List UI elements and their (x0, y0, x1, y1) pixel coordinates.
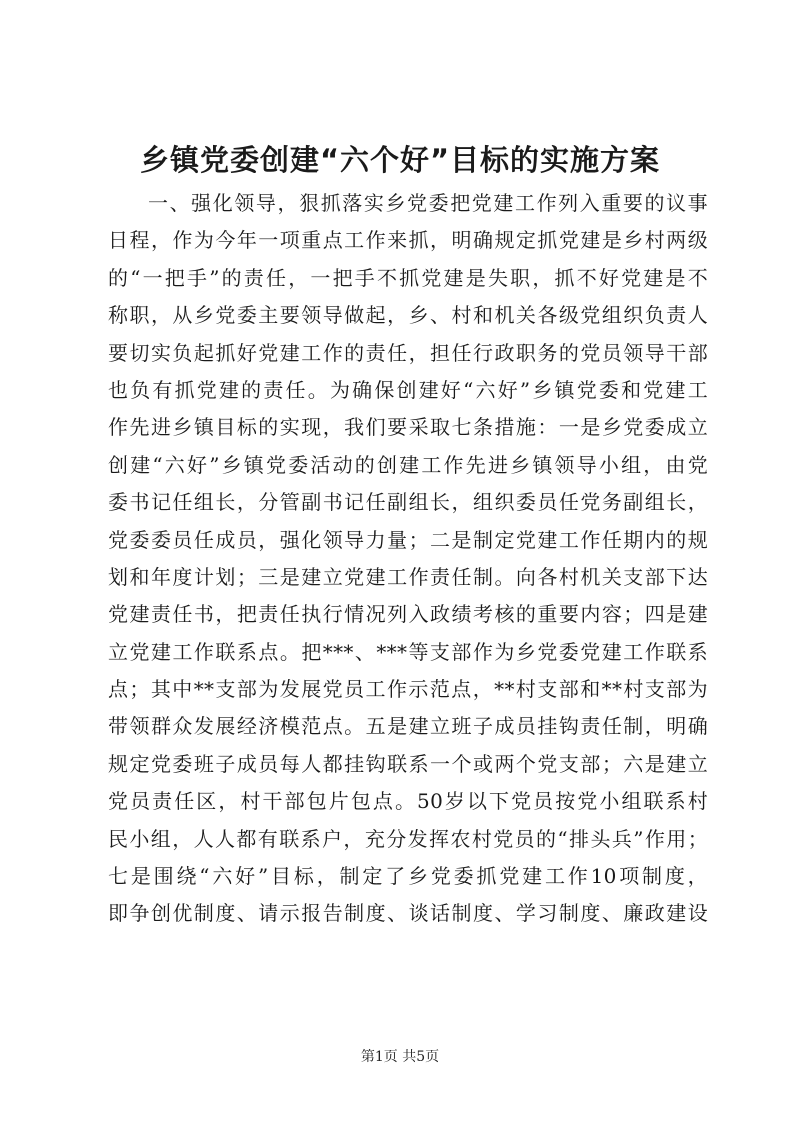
body-line: 也负有抓党建的责任。为确保创建好“六好”乡镇党委和党建工 (108, 377, 708, 402)
body-line: 七是围绕“六好”目标，制定了乡党委抓党建工作10项制度， (108, 864, 708, 889)
body-line: 立党建工作联系点。把***、***等支部作为乡党委党建工作联系 (108, 639, 708, 664)
body-line: 党建责任书，把责任执行情况列入政绩考核的重要内容；四是建 (108, 602, 708, 627)
body-line: 日程，作为今年一项重点工作来抓，明确规定抓党建是乡村两级 (108, 228, 708, 253)
body-line: 规定党委班子成员每人都挂钩联系一个或两个党支部；六是建立 (108, 751, 708, 776)
body-line: 作先进乡镇目标的实现，我们要采取七条措施：一是乡党委成立 (108, 415, 708, 440)
body-line: 要切实负起抓好党建工作的责任，担任行政职务的党员领导干部 (108, 340, 708, 365)
document-title: 乡镇党委创建“六个好”目标的实施方案 (139, 143, 661, 177)
body-line: 一、强化领导，狠抓落实乡党委把党建工作列入重要的议事 (148, 191, 708, 215)
body-line: 点；其中**支部为发展党员工作示范点，**村支部和**村支部为 (108, 677, 708, 702)
document-body (108, 185, 708, 933)
page-number-footer: 第1页 共5页 (360, 1049, 440, 1065)
body-line: 党委委员任成员，强化领导力量；二是制定党建工作任期内的规 (108, 527, 708, 552)
body-line: 党员责任区，村干部包片包点。50岁以下党员按党小组联系村 (108, 789, 708, 814)
body-line: 创建“六好”乡镇党委活动的创建工作先进乡镇领导小组，由党 (108, 452, 708, 477)
body-line: 划和年度计划；三是建立党建工作责任制。向各村机关支部下达 (108, 564, 708, 589)
body-line: 称职，从乡党委主要领导做起，乡、村和机关各级党组织负责人 (108, 303, 708, 328)
body-line: 即争创优制度、请示报告制度、谈话制度、学习制度、廉政建设 (108, 901, 708, 926)
body-line: 委书记任组长，分管副书记任副组长，组织委员任党务副组长， (108, 490, 708, 515)
body-line: 带领群众发展经济模范点。五是建立班子成员挂钩责任制，明确 (108, 714, 708, 739)
body-line: 的“一把手”的责任，一把手不抓党建是失职，抓不好党建是不 (108, 265, 708, 290)
body-line: 民小组，人人都有联系户，充分发挥农村党员的“排头兵”作用； (108, 826, 708, 851)
